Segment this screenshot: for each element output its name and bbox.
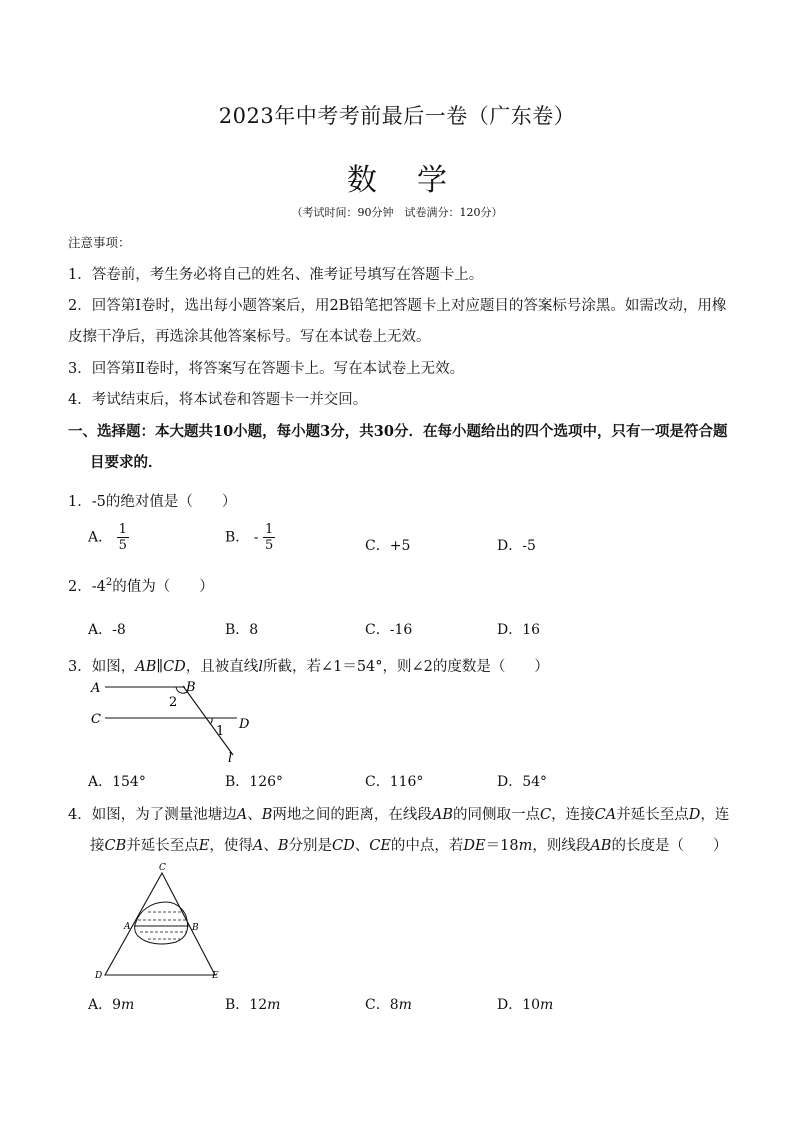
fraction: $\frac{1}{5}$ xyxy=(118,522,127,553)
notice-item-2-cont: 皮擦干净后，再选涂其他答案标号。写在本试卷上无效。 xyxy=(68,329,431,345)
question-1-option-a: A． $\frac{1}{5}$ xyxy=(88,522,127,553)
question-4-stem-line-1: 4．如图，为了测量池塘边A、B两地之间的距离，在线段AB的同侧取一点C，连接CA并延长至点D，连 xyxy=(68,807,730,823)
label-angle-2: 2 xyxy=(169,695,178,710)
question-1-option-b: B． - $\frac{1}{5}$ xyxy=(225,522,274,553)
question-4-option-c: C．8m xyxy=(365,997,412,1013)
angle-1-arc xyxy=(210,718,212,724)
question-1-stem: 1．-5的绝对值是（ ） xyxy=(68,494,237,510)
question-2-option-d: D．16 xyxy=(497,622,541,638)
notice-item-3: 3．回答第Ⅱ卷时，将答案写在答题卡上。写在本试卷上无效。 xyxy=(68,361,465,377)
question-3-option-d: D．54° xyxy=(497,774,548,790)
question-3-stem: 3．如图，AB∥CD，且被直线l所截，若∠1＝54°，则∠2的度数是（ ） xyxy=(68,659,549,675)
label-b: B xyxy=(192,923,199,933)
question-2-option-c: C．-16 xyxy=(365,622,413,638)
notice-heading: 注意事项： xyxy=(68,235,131,250)
label-d: D xyxy=(239,717,250,732)
notice-item-4: 4．考试结束后，将本试卷和答题卡一并交回。 xyxy=(68,392,368,408)
label-a: A xyxy=(91,681,101,696)
label-l: l xyxy=(228,751,233,766)
label-e: E xyxy=(212,971,219,981)
question-3-option-b: B．126° xyxy=(225,774,284,790)
exam-title: 2023年中考考前最后一卷（广东卷） xyxy=(218,104,576,128)
question-4-figure xyxy=(90,860,225,985)
question-3-option-c: C．116° xyxy=(365,774,424,790)
label-a: A xyxy=(124,922,131,932)
fraction: $\frac{1}{5}$ xyxy=(264,522,274,553)
notice-item-2: 2．回答第Ⅰ卷时，选出每小题答案后，用2B铅笔把答题卡上对应题目的答案标号涂黑。如需改动，用橡 xyxy=(68,298,727,314)
question-2-option-b: B．8 xyxy=(225,622,259,638)
question-2-option-a: A．-8 xyxy=(88,622,126,638)
exam-info: （考试时间：90分钟 试卷满分：120分） xyxy=(291,206,503,219)
subject-title: 数学 xyxy=(347,163,487,198)
label-c: C xyxy=(91,712,101,727)
question-1-option-d: D．-5 xyxy=(497,538,536,554)
question-4-option-d: D．10m xyxy=(497,997,554,1013)
section-heading-cont: 目要求的． xyxy=(90,454,163,471)
label-c: C xyxy=(159,863,166,873)
question-4-option-a: A．9m xyxy=(88,997,135,1013)
section-heading: 一、选择题：本大题共10小题，每小题3分，共30分．在每小题给出的四个选项中，只有一项是符合题 xyxy=(68,423,728,440)
question-4-option-b: B．12m xyxy=(225,997,281,1013)
question-3-option-a: A．154° xyxy=(88,774,146,790)
label-d: D xyxy=(95,971,103,981)
question-2-stem: 2．$-4^2$的值为（ ） xyxy=(68,577,214,595)
notice-item-1: 1．答卷前，考生务必将自己的姓名、准考证号填写在答题卡上。 xyxy=(68,267,484,283)
label-b: B xyxy=(186,680,196,695)
question-1-option-c: C．+5 xyxy=(365,538,411,554)
question-4-stem-line-2: 接CB并延长至点E，使得A、B分别是CD、CE的中点，若DE＝18m，则线段AB的长度是（ ） xyxy=(90,838,728,854)
question-3-figure xyxy=(85,675,265,770)
transversal-l xyxy=(183,686,233,755)
label-angle-1: 1 xyxy=(216,724,225,739)
